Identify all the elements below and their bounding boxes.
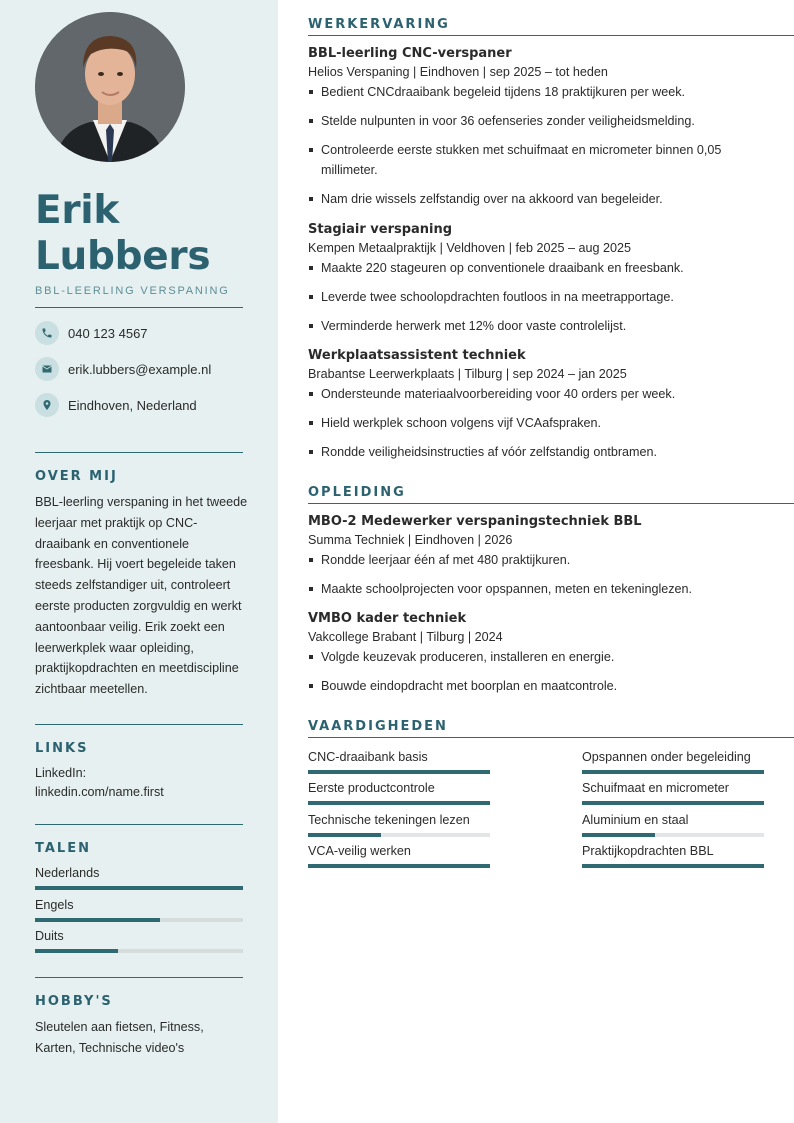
skill-level-fill <box>308 833 381 837</box>
job-meta: Kempen Metaalpraktijk | Veldhoven | feb 2025 – aug 2025 <box>308 241 632 255</box>
education-meta: Summa Techniek | Eindhoven | 2026 <box>308 533 513 547</box>
job-meta: Brabantse Leerwerkplaats | Tilburg | sep 2024 – jan 2025 <box>308 367 627 381</box>
skill-level-bar <box>582 801 764 805</box>
education-entry <box>308 611 794 705</box>
skill-item <box>308 842 490 868</box>
bullet-item: Controleerde eerste stukken met schuifmaat en micrometer binnen 0,05 millimeter. <box>308 140 794 180</box>
education-meta: Vakcollege Brabant | Tilburg | 2024 <box>308 630 503 644</box>
skill-name: Technische tekeningen lezen <box>308 813 470 827</box>
section-title-about: OVER MIJ <box>35 469 118 484</box>
language-level-fill <box>35 949 118 953</box>
skill-item <box>308 811 490 837</box>
education-bullets <box>308 647 794 696</box>
skill-item <box>582 842 764 868</box>
main-content <box>308 0 794 1123</box>
contact-email <box>35 357 211 381</box>
skill-level-fill <box>582 864 764 868</box>
skill-level-fill <box>582 770 764 774</box>
job-title: Stagiair verspaning <box>308 222 453 237</box>
contact-phone <box>35 321 148 345</box>
skill-level-fill <box>308 770 490 774</box>
bullet-item: Nam drie wissels zelfstandig over na akkoord van begeleider. <box>308 189 794 209</box>
job-entry <box>308 222 794 345</box>
job-meta: Helios Verspaning | Eindhoven | sep 2025 – tot heden <box>308 65 608 79</box>
bullet-item: Ondersteunde materiaalvoorbereiding voor 40 orders per week. <box>308 384 794 404</box>
skill-item <box>582 779 764 805</box>
education-title: MBO-2 Medewerker verspaningstechniek BBL <box>308 514 642 529</box>
skill-level-bar <box>308 801 490 805</box>
language-level-bar <box>35 886 243 890</box>
section-title-experience: WERKERVARING <box>308 17 794 36</box>
skill-name: Schuifmaat en micrometer <box>582 781 729 795</box>
skill-name: Opspannen onder begeleiding <box>582 750 751 764</box>
contact-location <box>35 393 197 417</box>
phone-number[interactable]: 040 123 4567 <box>68 325 148 341</box>
skill-name: VCA-veilig werken <box>308 844 411 858</box>
education-bullets <box>308 550 794 599</box>
bullet-item: Hield werkplek schoon volgens vijf VCAafspraken. <box>308 413 794 433</box>
skill-name: Aluminium en staal <box>582 813 689 827</box>
skill-item <box>582 811 764 837</box>
links-block <box>35 764 164 802</box>
language-item <box>35 897 243 922</box>
skill-name: Praktijkopdrachten BBL <box>582 844 714 858</box>
divider <box>35 724 243 725</box>
sidebar <box>0 0 278 1123</box>
language-item <box>35 928 243 953</box>
job-bullets <box>308 82 794 209</box>
section-title-education: OPLEIDING <box>308 485 794 504</box>
divider <box>35 824 243 825</box>
job-entry <box>308 348 794 471</box>
section-title-languages: TALEN <box>35 841 91 856</box>
skill-level-bar <box>582 770 764 774</box>
section-title-links: LINKS <box>35 741 89 756</box>
language-name: Nederlands <box>35 866 100 880</box>
link-label: LinkedIn: <box>35 766 87 780</box>
profile-photo <box>35 12 185 162</box>
job-bullets <box>308 258 794 336</box>
email-address[interactable]: erik.lubbers@example.nl <box>68 361 212 377</box>
section-title-skills: VAARDIGHEDEN <box>308 719 794 738</box>
skill-item <box>582 748 764 774</box>
skill-item <box>308 748 490 774</box>
bullet-item: Maakte schoolprojecten voor opspannen, meten en tekeninglezen. <box>308 579 794 599</box>
skill-level-bar <box>308 770 490 774</box>
language-level-bar <box>35 949 243 953</box>
education-entry <box>308 514 794 608</box>
job-entry <box>308 46 794 218</box>
job-role: BBL-LEERLING VERSPANING <box>35 285 230 297</box>
divider <box>35 977 243 978</box>
about-text: BBL-leerling verspaning in het tweede leerjaar met praktijk op CNC-draaibank en conventionele freesbank. Hij voert begeleide taken steeds zelfstandiger uit, controleert eerste producten zorgvuldig en werkt aantoonbaar veilig. Erik zoekt een leerwerkplek waar opleiding, praktijkopdrachten en meetdiscipline zichtbaar meetellen. <box>35 495 248 697</box>
last-name: Lubbers <box>35 234 211 279</box>
language-level-bar <box>35 918 243 922</box>
bullet-item: Maakte 220 stageuren op conventionele draaibank en freesbank. <box>308 258 794 278</box>
job-title: BBL-leerling CNC-verspaner <box>308 46 512 61</box>
skill-name: Eerste productcontrole <box>308 781 435 795</box>
language-level-fill <box>35 918 160 922</box>
linkedin-link[interactable]: linkedin.com/name.first <box>35 785 164 799</box>
language-name: Engels <box>35 898 74 912</box>
mail-icon <box>35 357 59 381</box>
bullet-item: Rondde veiligheidsinstructies af vóór zelfstandig ontbramen. <box>308 442 794 462</box>
language-level-fill <box>35 886 243 890</box>
divider <box>35 307 243 308</box>
skill-level-fill <box>308 801 490 805</box>
skill-level-bar <box>308 833 490 837</box>
language-item <box>35 865 243 890</box>
bullet-item: Leverde twee schoolopdrachten foutloos in na meetrapportage. <box>308 287 794 307</box>
education-title: VMBO kader techniek <box>308 611 467 626</box>
skill-level-fill <box>582 833 655 837</box>
bullet-item: Volgde keuzevak produceren, installeren en energie. <box>308 647 794 667</box>
divider <box>35 452 243 453</box>
first-name: Erik <box>35 188 119 233</box>
full-name <box>35 188 275 280</box>
language-name: Duits <box>35 929 64 943</box>
skill-item <box>308 779 490 805</box>
phone-icon <box>35 321 59 345</box>
skill-level-fill <box>582 801 764 805</box>
bullet-item: Bedient CNCdraaibank begeleid tijdens 18 praktijkuren per week. <box>308 82 794 102</box>
hobbies-text: Sleutelen aan fietsen, Fitness, Karten, Technische video's <box>35 1020 204 1055</box>
bullet-item: Verminderde herwerk met 12% door vaste controlelijst. <box>308 316 794 336</box>
skill-name: CNC-draaibank basis <box>308 750 428 764</box>
section-title-hobbies: HOBBY'S <box>35 994 113 1009</box>
skill-level-bar <box>308 864 490 868</box>
bullet-item: Stelde nulpunten in voor 36 oefenseries zonder veiligheidsmelding. <box>308 111 794 131</box>
location-pin-icon <box>35 393 59 417</box>
skill-level-fill <box>308 864 490 868</box>
job-bullets <box>308 384 794 462</box>
bullet-item: Rondde leerjaar één af met 480 praktijkuren. <box>308 550 794 570</box>
location-text: Eindhoven, Nederland <box>68 397 197 413</box>
bullet-item: Bouwde eindopdracht met boorplan en maatcontrole. <box>308 676 794 696</box>
job-title: Werkplaatsassistent techniek <box>308 348 526 363</box>
skill-level-bar <box>582 833 764 837</box>
skill-level-bar <box>582 864 764 868</box>
